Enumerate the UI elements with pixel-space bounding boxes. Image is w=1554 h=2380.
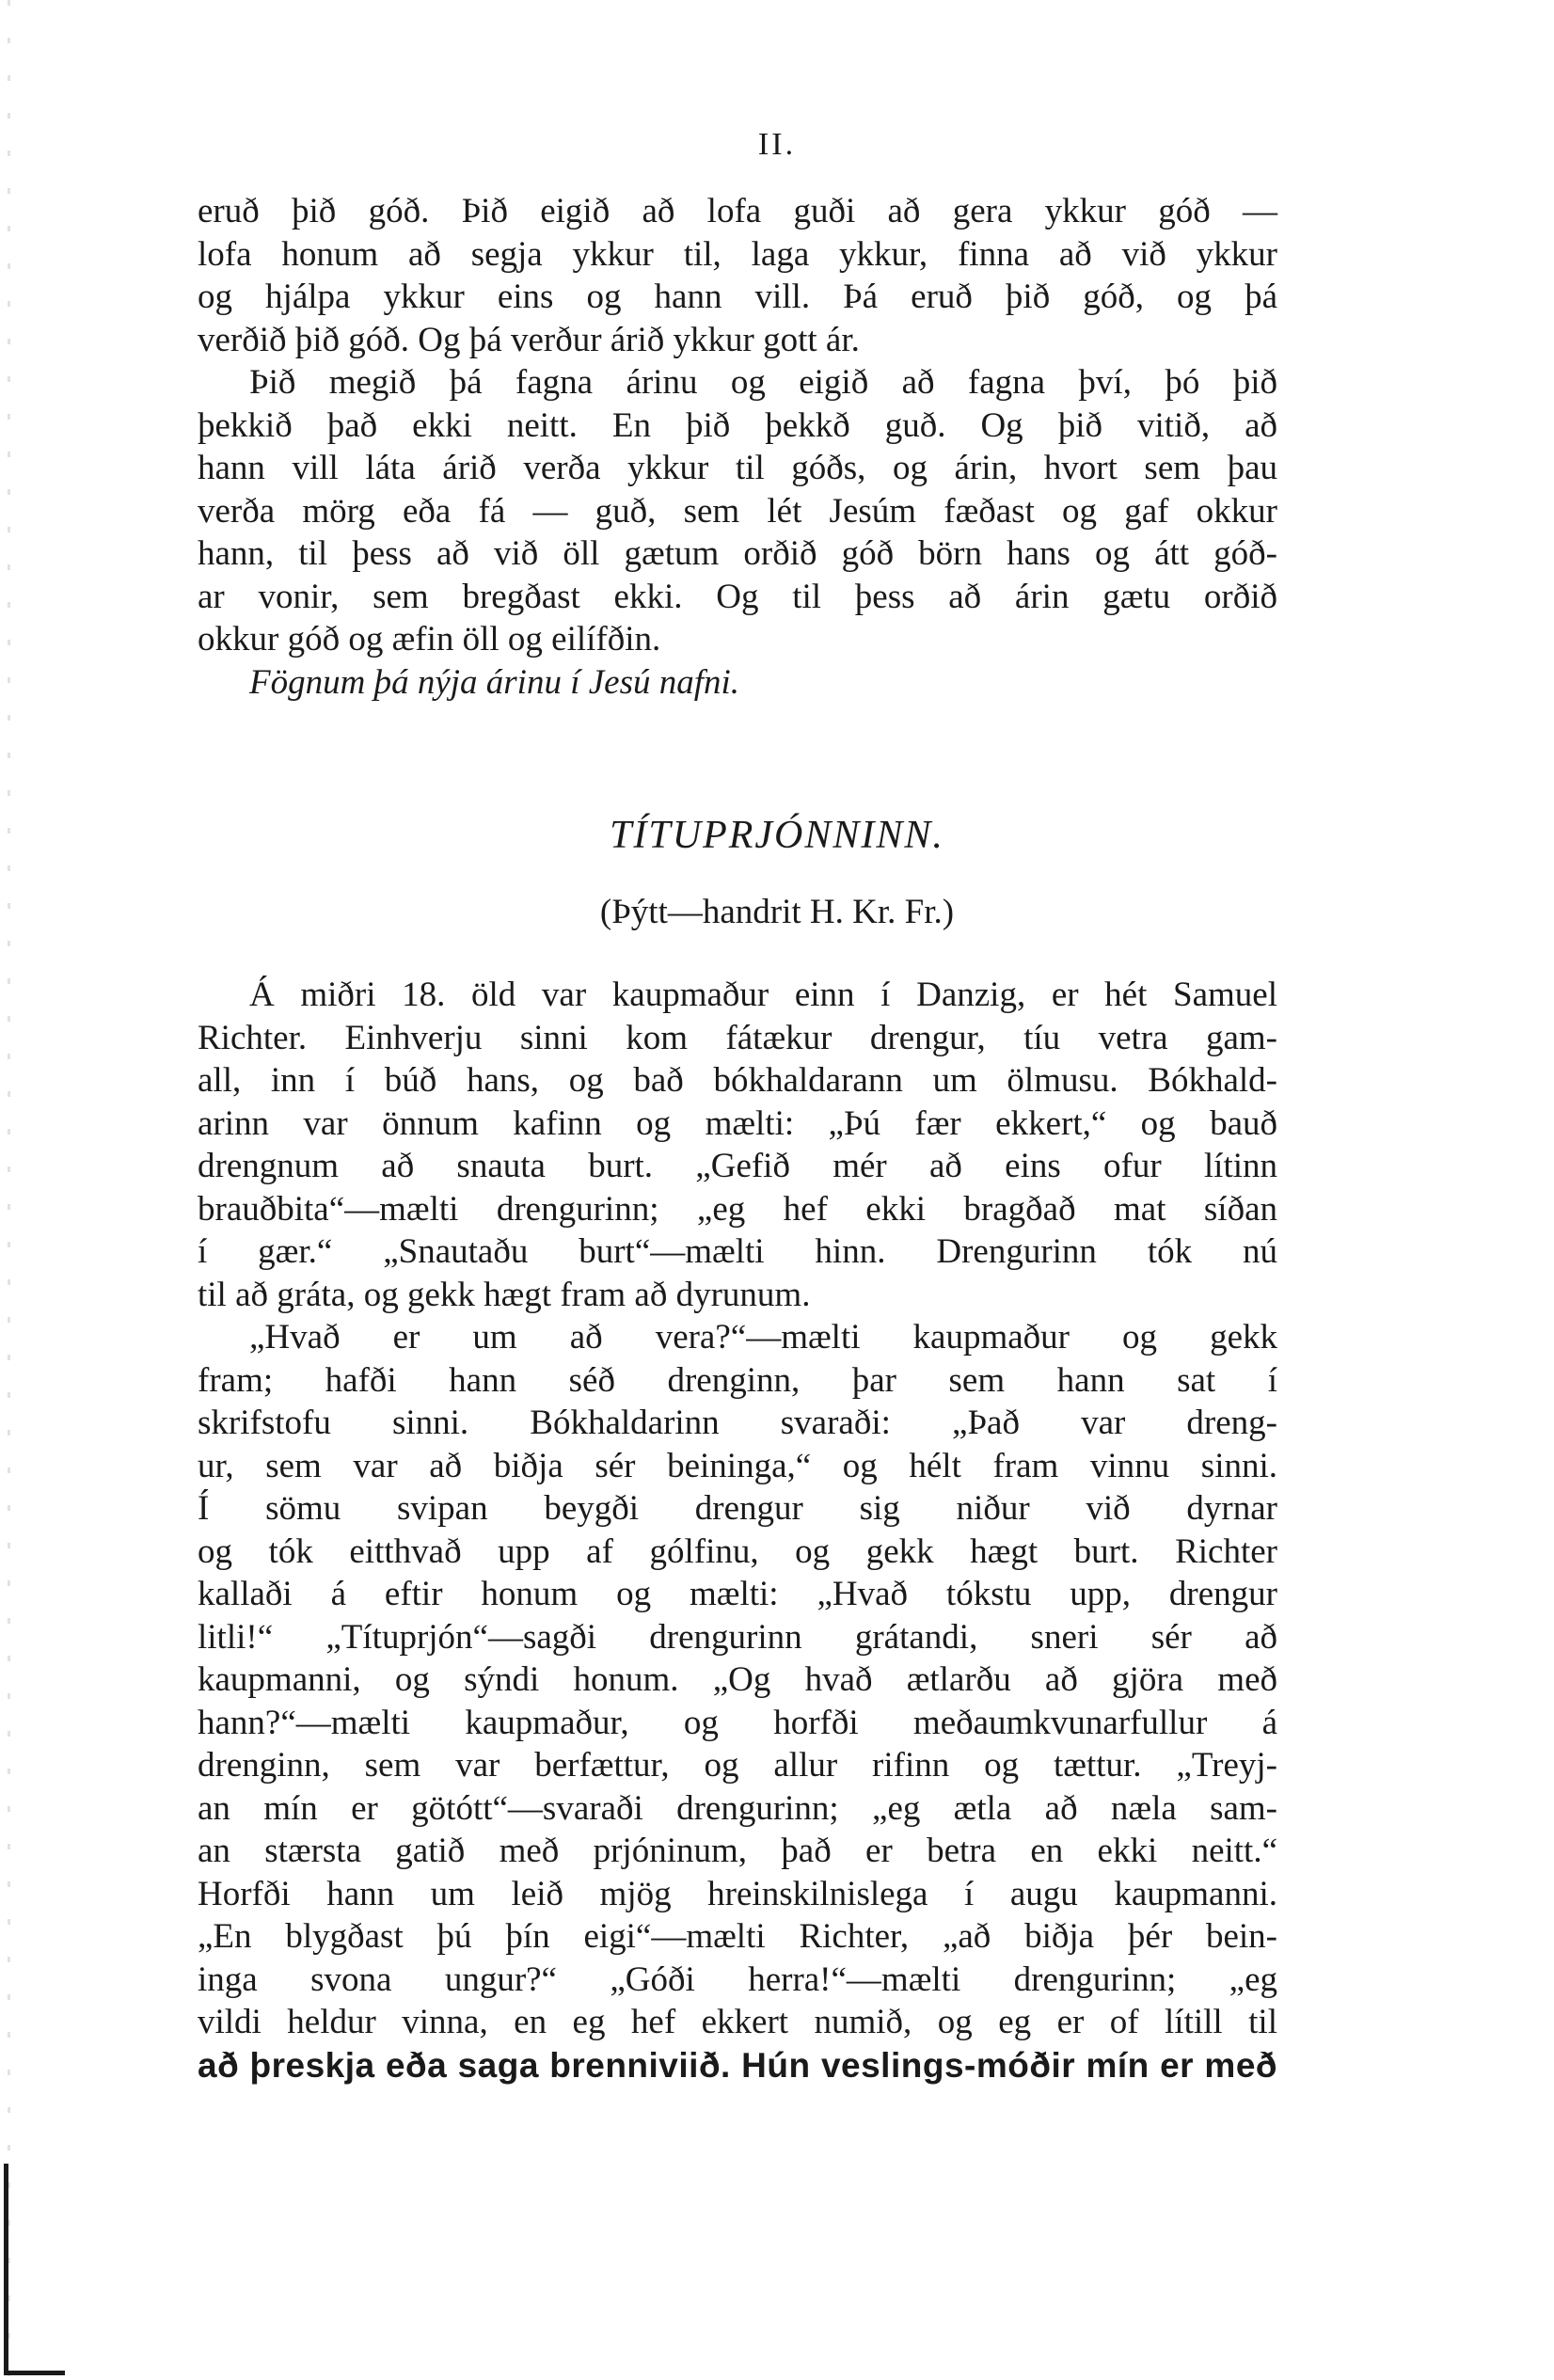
story-line: an mín er götótt“—svaraði drengurinn; „eg ætla að næla sam- <box>198 1788 1277 1828</box>
story-title: TÍTUPRJÓNNINN. <box>610 814 944 857</box>
paragraph2-line: ar vonir, sem bregðast ekki. Og til þess að árin gætu orðið <box>198 577 1277 616</box>
story-line: skrifstofu sinni. Bókhaldarinn svaraði: „Það var dreng- <box>198 1404 1277 1442</box>
paragraph1-line: lofa honum að segja ykkur til, laga ykkur, finna að við ykkur <box>198 234 1277 274</box>
paragraph2-line: Þið megið þá fagna árinu og eigið að fagna því, þó þið <box>249 363 1277 402</box>
story-line: ur, sem var að biðja sér beininga,“ og hélt fram vinnu sinni. <box>198 1446 1277 1485</box>
story-line: kaupmanni, og sýndi honum. „Og hvað ætlarðu að gjöra með <box>198 1660 1277 1699</box>
story-line: „En blygðast þú þín eigi“—mælti Richter, „að biðja þér bein- <box>198 1917 1277 1956</box>
paragraph2-line: hann vill láta árið verða ykkur til góðs, og árin, hvort sem þau <box>198 449 1277 487</box>
story-line: litli!“ „Títuprjón“—sagði drengurinn grátandi, sneri sér að <box>198 1617 1277 1657</box>
story-line: all, inn í búð hans, og bað bókhaldarann um ölmusu. Bókhald- <box>198 1061 1277 1100</box>
paragraph1-line: eruð þið góð. Þið eigið að lofa guði að gera ykkur góð — <box>198 192 1277 230</box>
story-line: Á miðri 18. öld var kaupmaður einn í Danzig, er hét Samuel <box>249 976 1277 1014</box>
story-line: drenginn, sem var berfættur, og allur rifinn og tættur. „Treyj- <box>198 1746 1277 1785</box>
story-line: „Hvað er um að vera?“—mælti kaupmaður og gekk <box>249 1318 1277 1357</box>
story-text <box>198 974 1277 2086</box>
paragraph1-line: verðið þið góð. Og þá verður árið ykkur gott ár. <box>198 320 860 359</box>
story-line-last: að þreskja eða saga brenniviið. Hún veslings-móðir mín er með <box>198 2045 1277 2085</box>
story-line: inga svona ungur?“ „Góði herra!“—mælti drengurinn; „eg <box>198 1960 1277 1999</box>
story-line: brauðbita“—mælti drengurinn; „eg hef ekki bragðað mat síðan <box>198 1189 1277 1229</box>
story-line: og tók eitthvað upp af gólfinu, og gekk hægt burt. Richter <box>198 1531 1277 1571</box>
story-line: fram; hafði hann séð drenginn, þar sem hann sat í <box>198 1360 1277 1400</box>
page-spine-marks <box>8 0 10 2380</box>
paragraph1-line: og hjálpa ykkur eins og hann vill. Þá eruð þið góð, og þá <box>198 278 1277 316</box>
story-line: kallaði á eftir honum og mælti: „Hvað tókstu upp, drengur <box>198 1575 1277 1613</box>
page-number: II. <box>757 127 797 162</box>
paragraph2-line: þekkið það ekki neitt. En þið þekkð guð. Og þið vitið, að <box>198 405 1277 445</box>
story-line: í gær.“ „Snautaðu burt“—mælti hinn. Drengurinn tók nú <box>198 1232 1277 1271</box>
paragraph2-line: okkur góð og æfin öll og eilífðin. <box>198 620 661 658</box>
closing-line: Fögnum þá nýja árinu í Jesú nafni. <box>249 662 740 702</box>
story-line: Í sömu svipan beygði drengur sig niður við dyrnar <box>198 1489 1277 1528</box>
paragraph2-line: verða mörg eða fá — guð, sem lét Jesúm fæðast og gaf okkur <box>198 491 1277 531</box>
story-subtitle: (Þýtt—handrit H. Kr. Fr.) <box>599 893 955 931</box>
text-block-top <box>198 190 1277 704</box>
story-line: drengnum að snauta burt. „Gefið mér að eins ofur lítinn <box>198 1147 1277 1185</box>
story-line: Horfði hann um leið mjög hreinskilnislega í augu kaupmanni. <box>198 1874 1277 1913</box>
story-line: arinn var önnum kafinn og mælti: „Þú fær ekkert,“ og bauð <box>198 1103 1277 1143</box>
margin-bracket <box>4 2164 65 2375</box>
paragraph2-line: hann, til þess að við öll gætum orðið góð börn hans og átt góð- <box>198 534 1277 573</box>
story-line: vildi heldur vinna, en eg hef ekkert numið, og eg er of lítill til <box>198 2003 1277 2041</box>
story-line: Richter. Einhverju sinni kom fátækur drengur, tíu vetra gam- <box>198 1018 1277 1057</box>
story-line: an stærsta gatið með prjóninum, það er betra en ekki neitt.“ <box>198 1832 1277 1870</box>
story-line: hann?“—mælti kaupmaður, og horfði meðaumkvunarfullur á <box>198 1703 1277 1742</box>
story-line: til að gráta, og gekk hægt fram að dyrunum. <box>198 1275 811 1314</box>
